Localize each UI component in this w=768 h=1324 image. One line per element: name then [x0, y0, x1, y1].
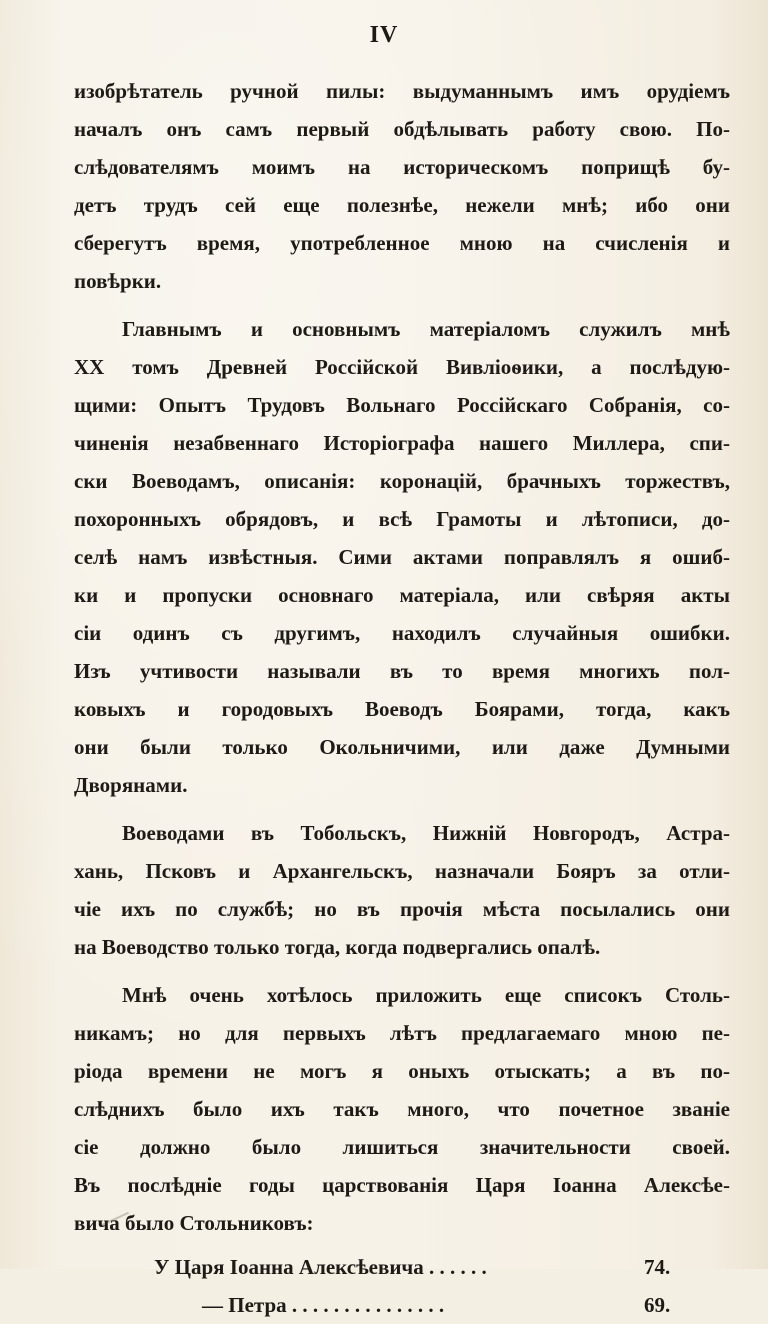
text-line: никамъ; но для первыхъ лѣтъ предлагаемаго мною пе- — [74, 1021, 730, 1045]
text-line: детъ трудъ сей еще полезнѣе, нежели мнѣ; ибо они — [74, 193, 730, 217]
list-item-value: 69. — [644, 1293, 671, 1317]
text-line: Въ послѣдніе годы царствованія Царя Іоанна Алексѣе- — [74, 1173, 730, 1197]
text-line: похоронныхъ обрядовъ, и всѣ Грамоты и лѣтописи, до- — [74, 507, 730, 531]
text-line: чіе ихъ по службѣ; но въ прочія мѣста посылались они — [74, 897, 730, 921]
text-line: сіи одинъ съ другимъ, находилъ случайныя ошибки. — [74, 621, 730, 645]
text-line: ковыхъ и городовыхъ Воеводъ Боярами, тогда, какъ — [74, 697, 730, 721]
text-line: Мнѣ очень хотѣлось приложить еще списокъ Столь- — [122, 983, 730, 1007]
text-line: Изъ учтивости называли въ то время многихъ пол- — [74, 659, 730, 683]
list-item-label: У Царя Іоанна Алексѣевича . . . . . . — [154, 1255, 487, 1279]
page-number: IV — [369, 22, 399, 48]
text-line: ски Воеводамъ, описанія: коронацій, брачныхъ торжествъ, — [74, 469, 730, 493]
page-text — [74, 72, 730, 1324]
text-line: на Воеводство только тогда, когда подвергались опалѣ. — [74, 935, 601, 959]
text-line: сберегутъ время, употребленное мною на счисленія и — [74, 231, 730, 255]
text-line: чиненія незабвеннаго Исторіографа нашего Миллера, спи- — [74, 431, 730, 455]
stolnik-count-list — [74, 1248, 730, 1324]
text-line: они были только Окольничими, или даже Думными — [74, 735, 730, 759]
text-line: Воеводами въ Тобольскъ, Нижній Новгородъ, Астра- — [122, 821, 730, 845]
text-line: XX томъ Древней Россійской Вивліоѳики, а послѣдую- — [74, 355, 730, 379]
text-line: сіе должно было лишиться значительности своей. — [74, 1135, 730, 1159]
text-line: Дворянами. — [74, 773, 188, 797]
text-line: Главнымъ и основнымъ матеріаломъ служилъ мнѣ — [122, 317, 730, 341]
text-line: ки и пропуски основнаго матеріала, или свѣряя акты — [74, 583, 730, 607]
list-item-label: — Петра . . . . . . . . . . . . . . . — [202, 1293, 445, 1317]
text-line: слѣднихъ было ихъ такъ много, что почетное званіе — [74, 1097, 730, 1121]
text-line: началъ онъ самъ первый обдѣлывать работу свою. По- — [74, 117, 730, 141]
list-item-value: 74. — [644, 1255, 671, 1279]
text-line: щими: Опытъ Трудовъ Вольнаго Россійскаго Собранія, со- — [74, 393, 730, 417]
text-line: изобрѣтатель ручной пилы: выдуманнымъ имъ орудіемъ — [74, 79, 730, 103]
text-line: вича было Стольниковъ: — [74, 1211, 314, 1235]
list-item — [74, 1248, 730, 1286]
text-line: ріода времени не могъ я оныхъ отыскать; а въ по- — [74, 1059, 730, 1083]
text-line: слѣдователямъ моимъ на историческомъ поприщѣ бу- — [74, 155, 730, 179]
text-line: селѣ намъ извѣстныя. Сими актами поправлялъ я ошиб- — [74, 545, 730, 569]
list-item — [74, 1286, 730, 1324]
text-line: хань, Псковъ и Архангельскъ, назначали Бояръ за отли- — [74, 859, 730, 883]
text-line: повѣрки. — [74, 269, 162, 293]
